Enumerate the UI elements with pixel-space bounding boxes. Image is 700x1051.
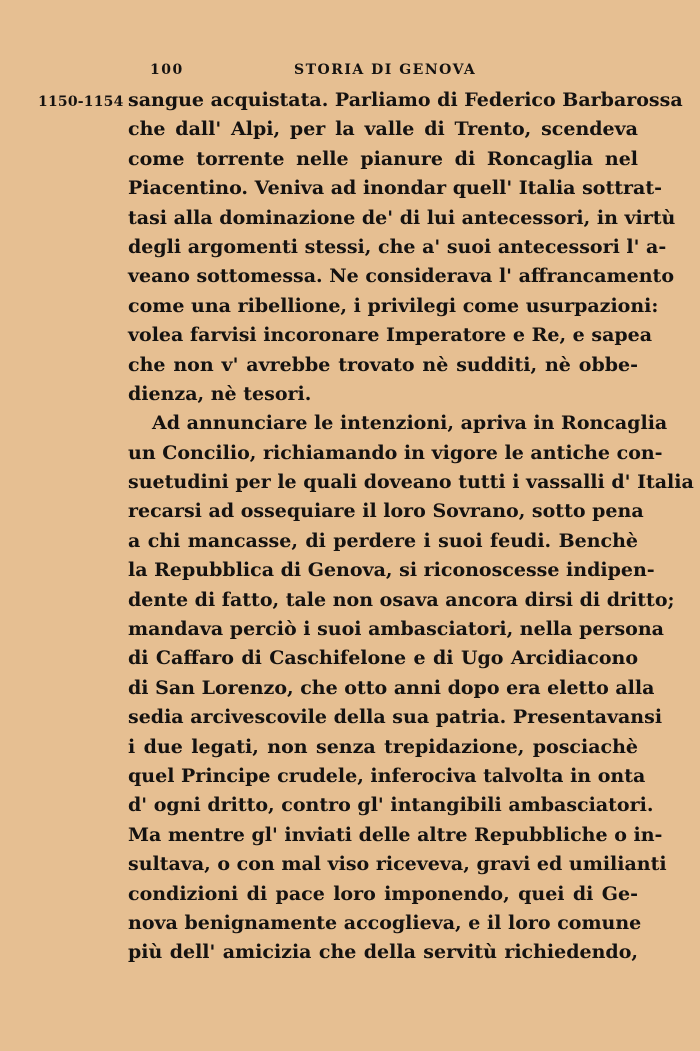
text-line: mandava perciò i suoi ambasciatori, nella persona — [128, 618, 664, 641]
text-line: condizioni di pace loro imponendo, quei di Ge- — [128, 882, 638, 905]
text-line: veano sottomessa. Ne considerava l' affrancamento — [128, 265, 674, 288]
text-line: quel Principe crudele, inferociva talvolta in onta — [128, 764, 646, 787]
text-line: a chi mancasse, di perdere i suoi feudi. Benchè — [128, 529, 638, 552]
text-line: degli argomenti stessi, che a' suoi antecessori l' a- — [128, 235, 667, 258]
text-line: che non v' avrebbe trovato nè sudditi, nè obbe- — [128, 353, 638, 376]
text-line: sedia arcivescovile della sua patria. Presentavansi — [128, 706, 663, 729]
text-line: più dell' amicizia che della servitù richiedendo, — [128, 941, 638, 964]
running-head — [128, 62, 638, 84]
text-line: i due legati, non senza trepidazione, posciachè — [128, 735, 638, 758]
text-line: di Caffaro di Caschifelone e di Ugo Arcidiacono — [128, 647, 638, 670]
text-line: come una ribellione, i privilegi come usurpazioni: — [128, 294, 659, 317]
text-line: la Repubblica di Genova, si riconoscesse indipen- — [128, 559, 655, 582]
body-text — [128, 86, 694, 968]
text-line: Piacentino. Veniva ad inondar quell' Italia sottrat- — [128, 177, 662, 200]
text-line: dente di fatto, tale non osava ancora dirsi di dritto; — [128, 588, 675, 611]
text-line: tasi alla dominazione de' di lui antecessori, in virtù — [128, 206, 676, 229]
page-number: 100 — [150, 62, 184, 78]
running-title: STORIA DI GENOVA — [294, 62, 477, 78]
text-line: Ad annunciare le intenzioni, apriva in Roncaglia — [152, 412, 668, 435]
text-line: d' ogni dritto, contro gl' intangibili ambasciatori. — [128, 794, 654, 817]
margin-date-note: 1150-1154 — [38, 94, 124, 110]
text-line: Ma mentre gl' inviati delle altre Repubbliche o in- — [128, 823, 663, 846]
text-line: un Concilio, richiamando in vigore le antiche con- — [128, 441, 663, 464]
text-line: che dall' Alpi, per la valle di Trento, scendeva — [128, 118, 638, 141]
text-line: di San Lorenzo, che otto anni dopo era eletto alla — [128, 676, 655, 699]
text-line: come torrente nelle pianure di Roncaglia nel — [128, 147, 638, 170]
text-line: volea farvisi incoronare Imperatore e Re, e sapea — [128, 324, 653, 347]
text-line: nova benignamente accoglieva, e il loro comune — [128, 911, 642, 934]
text-line: sangue acquistata. Parliamo di Federico Barbarossa — [128, 89, 683, 111]
text-line: recarsi ad ossequiare il loro Sovrano, sotto pena — [128, 500, 644, 523]
text-line: suetudini per le quali doveano tutti i vassalli d' Italia — [128, 471, 694, 494]
text-line: dienza, nè tesori. — [128, 382, 312, 405]
text-line: sultava, o con mal viso riceveva, gravi ed umilianti — [128, 853, 667, 876]
